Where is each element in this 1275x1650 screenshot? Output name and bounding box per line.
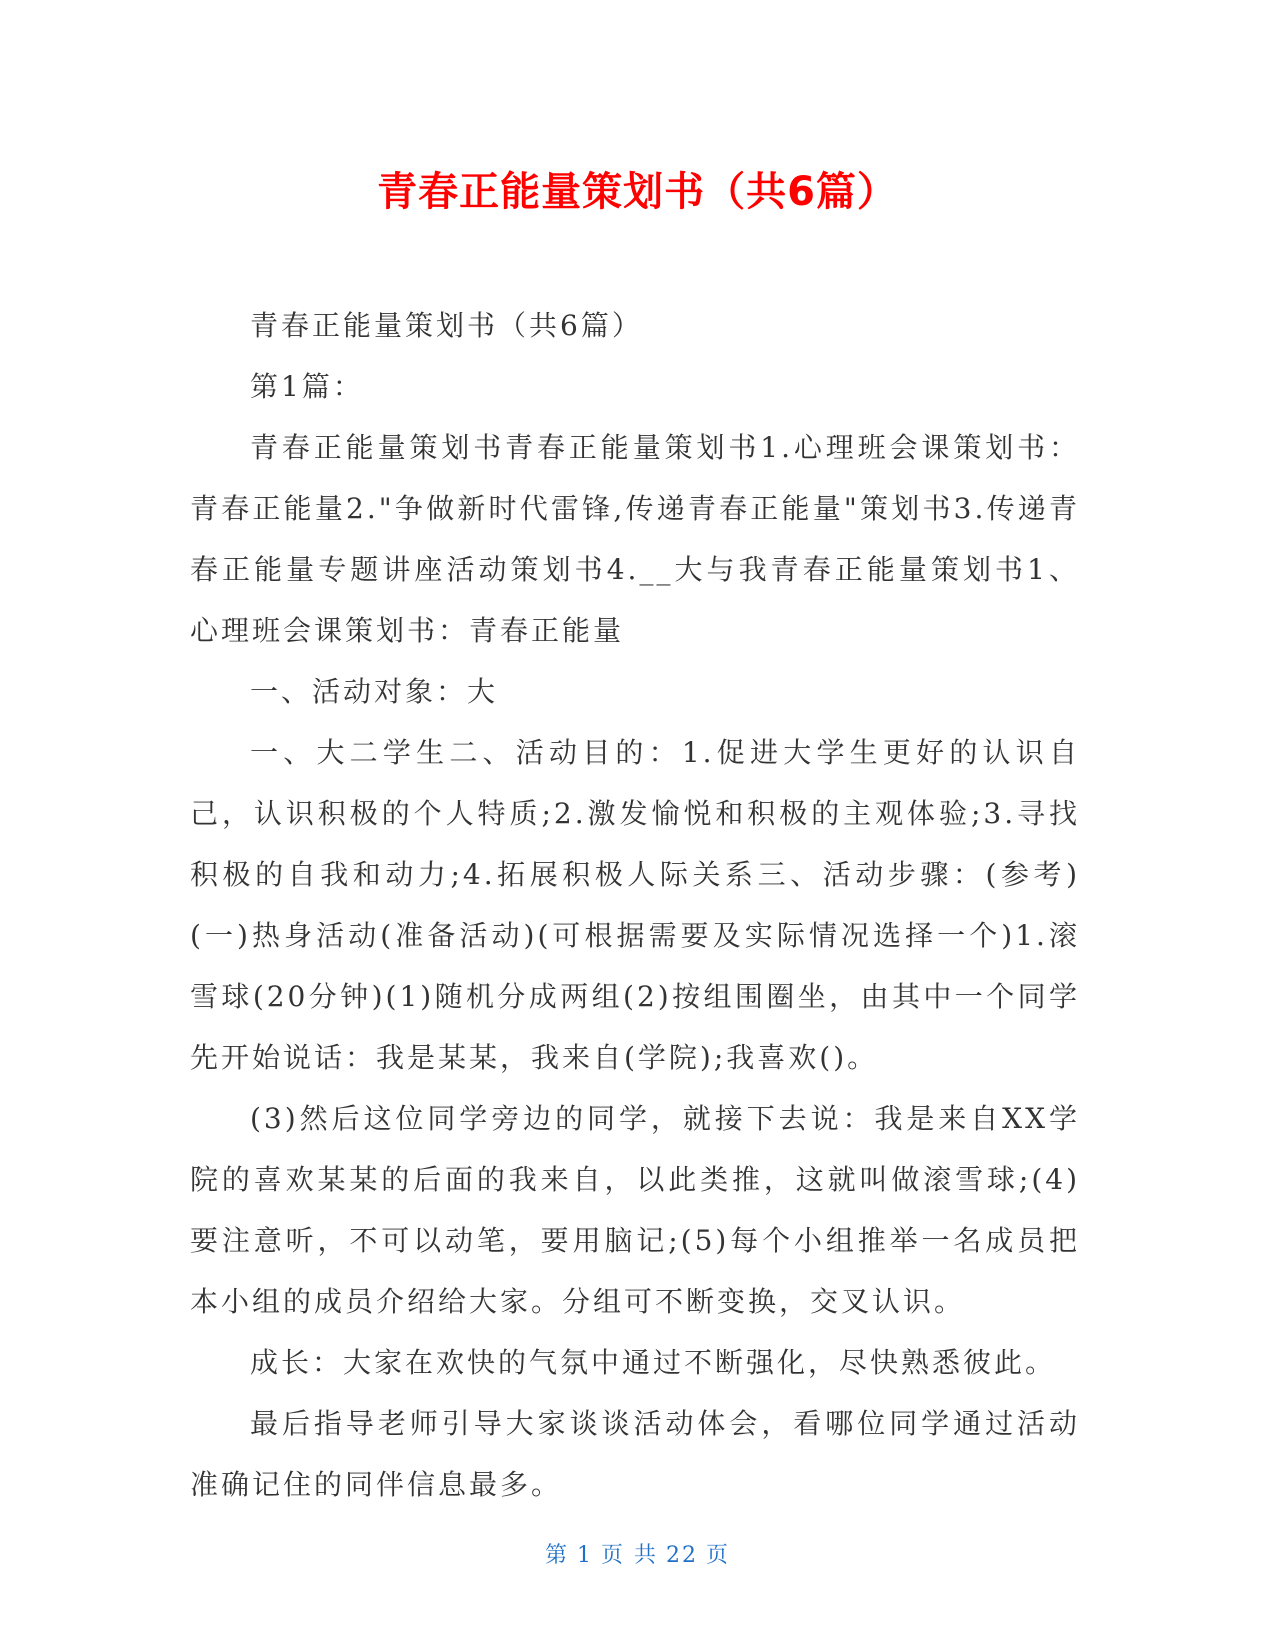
document-body [190, 295, 1080, 1515]
paragraph: 最后指导老师引导大家谈谈活动体会，看哪位同学通过活动准确记住的同伴信息最多。 [190, 1407, 1080, 1501]
footer-total-pages: 22 [666, 1543, 698, 1568]
footer-prefix: 第 [544, 1543, 569, 1568]
paragraph: 一、大二学生二、活动目的：1.促进大学生更好的认识自己，认识积极的个人特质;2.激发愉悦和积极的主观体验;3.寻找积极的自我和动力;4.拓展积极人际关系三、活动步骤：(参考)(一)热身活动(准备活动)(可根据需要及实际情况选择一个)1.滚雪球(20分钟)(1)随机分成两组(2)按组围圈坐，由其中一个同学先开始说话：我是某某，我来自(学院);我喜欢()。 [190, 736, 1080, 1074]
paragraph: 一、活动对象：大 [250, 675, 499, 708]
page-footer [0, 1538, 1275, 1569]
paragraph: 第1篇： [250, 370, 364, 403]
paragraph: (3)然后这位同学旁边的同学，就接下去说：我是来自XX学院的喜欢某某的后面的我来自，以此类推，这就叫做滚雪球;(4)要注意听，不可以动笔，要用脑记;(5)每个小组推举一名成员把本小组的成员介绍给大家。分组可不断变换，交叉认识。 [190, 1102, 1080, 1318]
footer-page-number: 1 [577, 1543, 593, 1568]
footer-suffix: 页 [706, 1543, 731, 1568]
document-title: 青春正能量策划书（共6篇） [377, 169, 898, 215]
paragraph: 青春正能量策划书青春正能量策划书1.心理班会课策划书：青春正能量2."争做新时代雷锋,传递青春正能量"策划书3.传递青春正能量专题讲座活动策划书4.__大与我青春正能量策划书1、心理班会课策划书：青春正能量 [190, 431, 1080, 647]
paragraph: 成长：大家在欢快的气氛中通过不断强化，尽快熟悉彼此。 [250, 1346, 1057, 1379]
footer-mid: 页 共 [601, 1543, 658, 1568]
paragraph: 青春正能量策划书（共6篇） [250, 309, 643, 342]
